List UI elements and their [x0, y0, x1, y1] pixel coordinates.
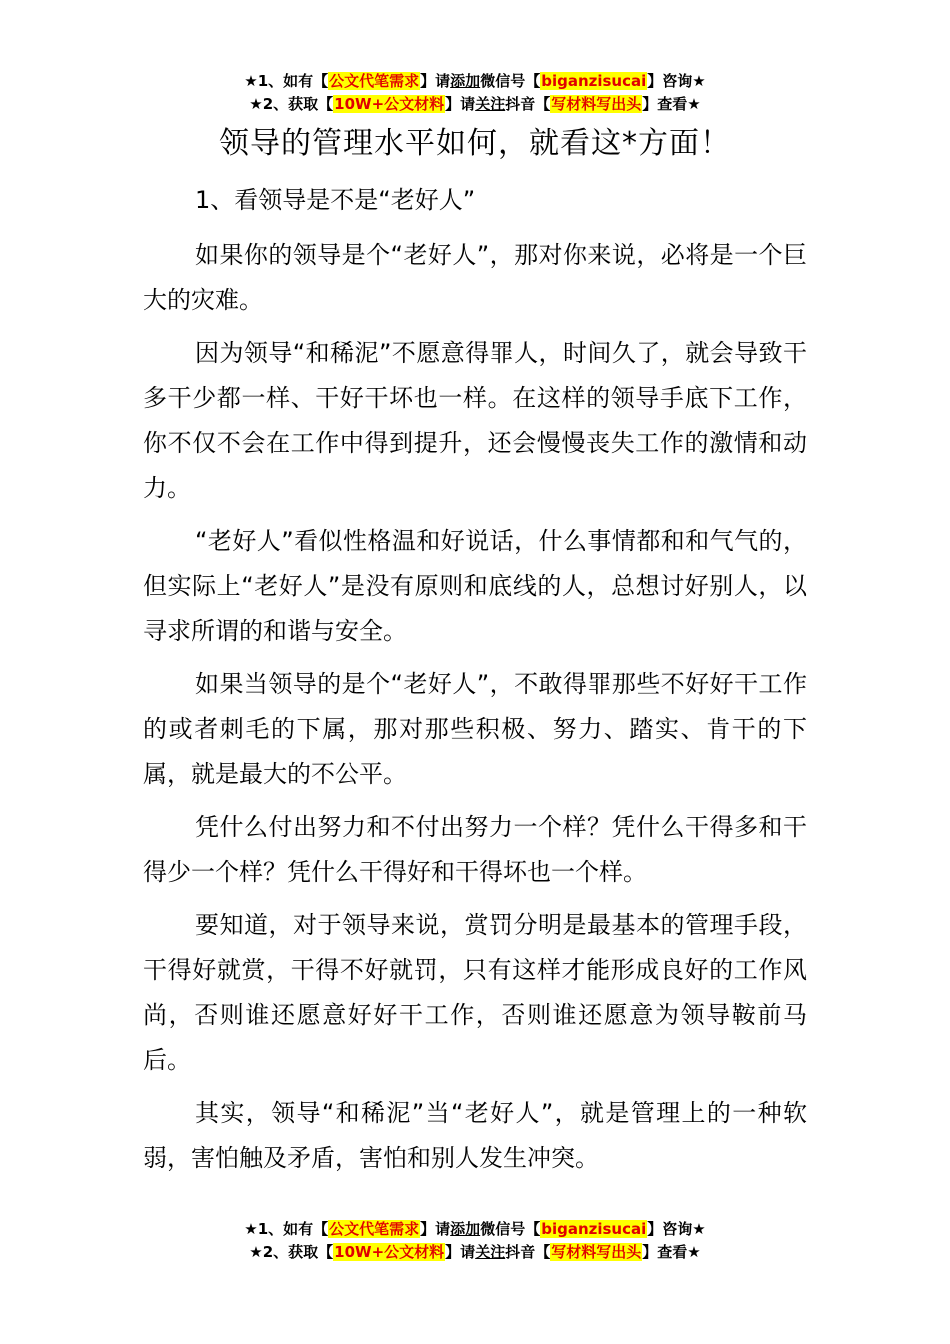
paragraph: “老好人”看似性格温和好说话，什么事情都和和气气的，但实际上“老好人”是没有原则和底线的人，总想讨好别人，以寻求所谓的和谐与安全。 — [143, 527, 807, 645]
highlight-douyin: 写材料写出头 — [551, 95, 642, 113]
star-icon: ★ — [249, 95, 263, 113]
paragraph: 如果你的领导是个“老好人”，那对你来说，必将是一个巨大的灾难。 — [143, 241, 807, 314]
paragraph: 要知道，对于领导来说，赏罚分明是最基本的管理手段，干得好就赏，干得不好就罚，只有这样才能形成良好的工作风尚，否则谁还愿意好好干工作，否则谁还愿意为领导鞍前马后。 — [143, 911, 807, 1074]
highlight-douyin: 写材料写出头 — [551, 1243, 642, 1261]
banner-line-1: ★1、如有【公文代笔需求】请添加微信号【biganzisucai】咨询★ — [244, 72, 706, 90]
star-icon: ★ — [249, 1243, 263, 1261]
section-heading: 1、看领导是不是“老好人” — [195, 186, 476, 214]
star-icon: ★ — [687, 1243, 701, 1261]
banner-line-2: ★2、获取【10W+公文材料】请关注抖音【写材料写出头】查看★ — [249, 95, 701, 113]
banner-line-2: ★2、获取【10W+公文材料】请关注抖音【写材料写出头】查看★ — [249, 1243, 701, 1261]
paragraph: 因为领导“和稀泥”不愿意得罪人，时间久了，就会导致干多干少都一样、干好干坏也一样。在这样的领导手底下工作，你不仅不会在工作中得到提升，还会慢慢丧失工作的激情和动力。 — [143, 339, 807, 502]
star-icon: ★ — [692, 1220, 706, 1238]
footer-banner — [0, 1218, 950, 1264]
star-icon: ★ — [244, 1220, 258, 1238]
highlight-materials: 10W+公文材料 — [334, 1243, 445, 1261]
star-icon: ★ — [244, 72, 258, 90]
star-icon: ★ — [687, 95, 701, 113]
paragraph: 凭什么付出努力和不付出努力一个样？凭什么干得多和干得少一个样？凭什么干得好和干得坏也一个样。 — [143, 813, 807, 886]
page-title: 领导的管理水平如何，就看这*方面！ — [219, 126, 731, 161]
star-icon: ★ — [692, 72, 706, 90]
header-banner — [0, 70, 950, 116]
paragraph: 其实，领导“和稀泥”当“老好人”，就是管理上的一种软弱，害怕触及矛盾，害怕和别人发生冲突。 — [143, 1099, 807, 1172]
highlight-service: 公文代笔需求 — [329, 72, 420, 90]
highlight-service: 公文代笔需求 — [329, 1220, 420, 1238]
paragraph: 如果当领导的是个“老好人”，不敢得罪那些不好好干工作的或者刺毛的下属，那对那些积极、努力、踏实、肯干的下属，就是最大的不公平。 — [143, 670, 807, 788]
banner-line-1: ★1、如有【公文代笔需求】请添加微信号【biganzisucai】咨询★ — [244, 1220, 706, 1238]
highlight-wechat-id: biganzisucai — [541, 72, 647, 90]
document-body — [143, 178, 807, 1189]
highlight-materials: 10W+公文材料 — [334, 95, 445, 113]
highlight-wechat-id: biganzisucai — [541, 1220, 647, 1238]
